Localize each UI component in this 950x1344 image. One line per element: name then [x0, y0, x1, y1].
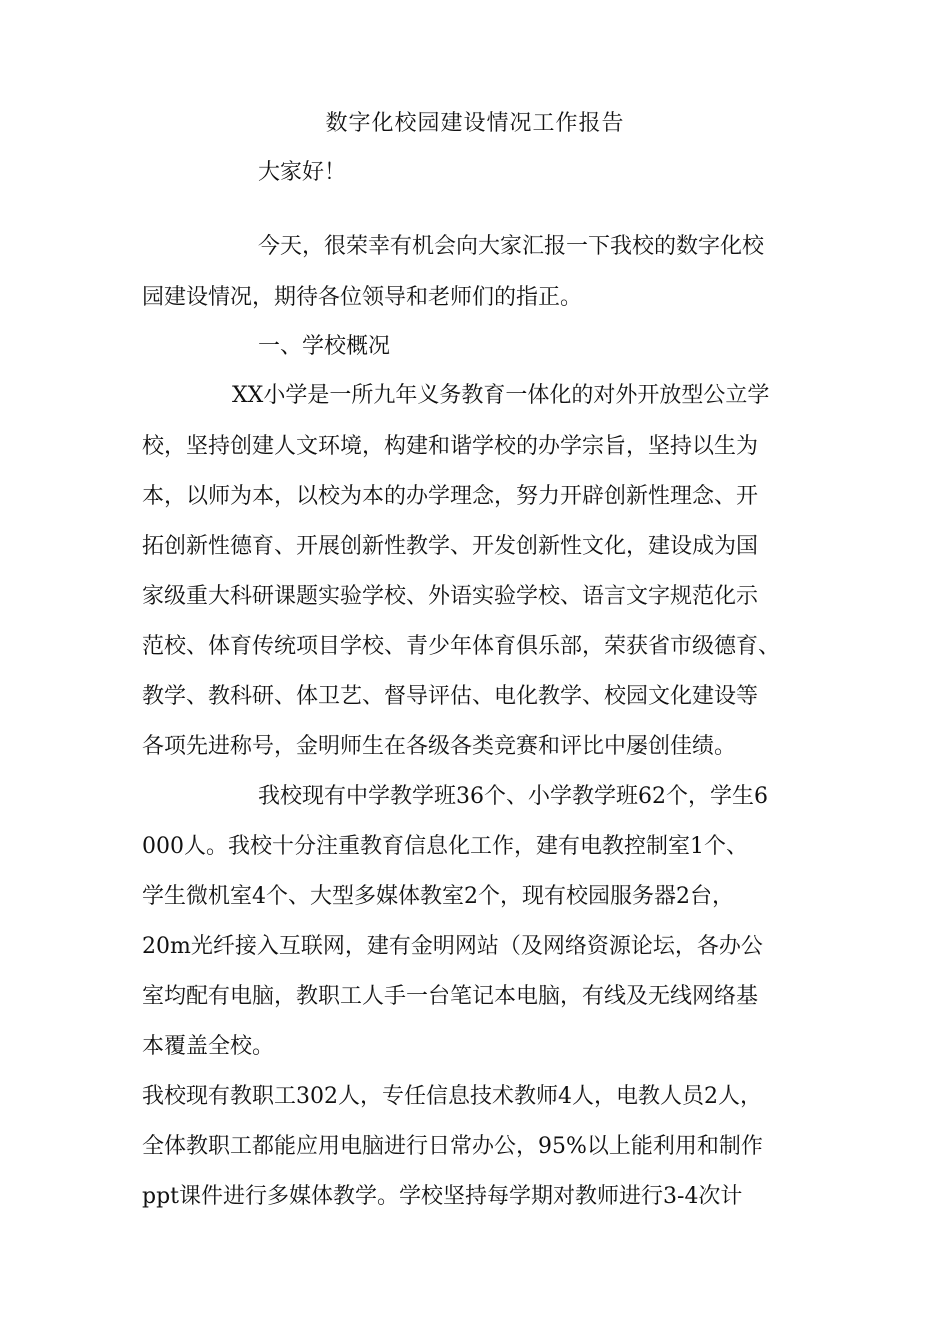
paragraph-line: 今天，很荣幸有机会向大家汇报一下我校的数字化校 [258, 234, 765, 259]
paragraph-line: 教学、教科研、体卫艺、督导评估、电化教学、校园文化建设等 [142, 684, 759, 709]
paragraph-line: 本覆盖全校。 [142, 1034, 275, 1059]
paragraph-line: 000人。我校十分注重教育信息化工作，建有电教控制室1个、 [142, 834, 748, 859]
document-title: 数字化校园建设情况工作报告 [325, 111, 625, 136]
paragraph-line: 本，以师为本，以校为本的办学理念，努力开辟创新性理念、开 [142, 484, 759, 509]
paragraph-line: 家级重大科研课题实验学校、外语实验学校、语言文字规范化示 [142, 584, 759, 609]
paragraph-line-greeting: 大家好！ [258, 160, 347, 185]
paragraph-line: 我校现有教职工302人，专任信息技术教师4人，电教人员2人， [142, 1084, 762, 1109]
paragraph-line: 拓创新性德育、开展创新性教学、开发创新性文化，建设成为国 [142, 534, 759, 559]
paragraph-line: 范校、体育传统项目学校、青少年体育俱乐部，荣获省市级德育、 [142, 634, 781, 659]
paragraph-line: 学生微机室4个、大型多媒体教室2个，现有校园服务器2台， [142, 884, 734, 909]
section-heading: 一、学校概况 [258, 334, 391, 359]
paragraph-line: XX小学是一所九年义务教育一体化的对外开放型公立学 [232, 383, 770, 408]
paragraph-line: 各项先进称号，金明师生在各级各类竞赛和评比中屡创佳绩。 [142, 734, 737, 759]
paragraph-line: 全体教职工都能应用电脑进行日常办公，95%以上能利用和制作 [142, 1134, 763, 1159]
paragraph-line: ppt课件进行多媒体教学。学校坚持每学期对教师进行3-4次计 [142, 1184, 743, 1209]
paragraph-line: 我校现有中学教学班36个、小学教学班62个，学生6 [258, 784, 768, 809]
paragraph-line: 20m光纤接入互联网，建有金明网站（及网络资源论坛，各办公 [142, 934, 763, 959]
paragraph-line: 室均配有电脑，教职工人手一台笔记本电脑，有线及无线网络基 [142, 984, 759, 1009]
paragraph-line: 园建设情况，期待各位领导和老师们的指正。 [142, 285, 583, 310]
paragraph-line: 校，坚持创建人文环境，构建和谐学校的办学宗旨，坚持以生为 [142, 434, 759, 459]
